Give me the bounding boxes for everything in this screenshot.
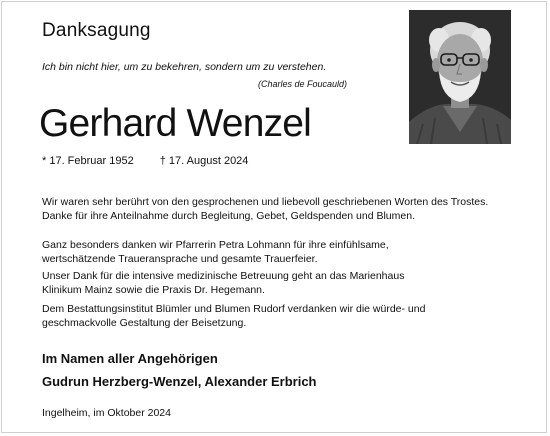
death-date: † 17. August 2024 <box>159 155 249 167</box>
paragraph-line: Ganz besonders danken wir Pfarrerin Petra Lohmann für ihre einfühlsame, <box>42 239 389 251</box>
place-and-date: Ingelheim, im Oktober 2024 <box>42 407 171 419</box>
paragraph-line: wertschätzende Traueransprache und gesamte Trauerfeier. <box>42 252 318 265</box>
thanks-paragraph-1 <box>42 196 522 223</box>
portrait-image <box>409 10 511 144</box>
life-dates <box>42 155 248 167</box>
thanks-paragraph-3 <box>42 270 522 297</box>
paragraph-line: geschmackvolle Gestaltung der Beisetzung. <box>42 316 247 329</box>
paragraph-line: Unser Dank für die intensive medizinische Betreuung geht an das Marienhaus <box>42 270 405 282</box>
signature-intro: Im Namen aller Angehörigen <box>42 351 218 366</box>
thanks-paragraph-2 <box>42 239 522 266</box>
quote-author: (Charles de Foucauld) <box>257 79 347 89</box>
paragraph-line: Dem Bestattungsinstitut Blümler und Blumen Rudorf verdanken wir die würde- und <box>42 303 426 315</box>
paragraph-line: Wir waren sehr berührt von den gesprochenen und liebevoll geschriebenen Worten des Trostes. <box>42 196 489 208</box>
birth-date: * 17. Februar 1952 <box>42 155 134 167</box>
portrait-photo <box>409 10 511 144</box>
thanks-paragraph-4 <box>42 303 522 330</box>
quote-text: Ich bin nicht hier, um zu bekehren, sondern um zu verstehen. <box>42 61 327 73</box>
signature-names: Gudrun Herzberg-Wenzel, Alexander Erbrich <box>42 374 317 389</box>
deceased-name: Gerhard Wenzel <box>39 102 312 145</box>
paragraph-line: Klinikum Mainz sowie die Praxis Dr. Hegemann. <box>42 283 265 296</box>
paragraph-line: Danke für ihre Anteilnahme durch Begleitung, Gebet, Geldspenden und Blumen. <box>42 209 415 222</box>
notice-heading: Danksagung <box>42 20 151 41</box>
